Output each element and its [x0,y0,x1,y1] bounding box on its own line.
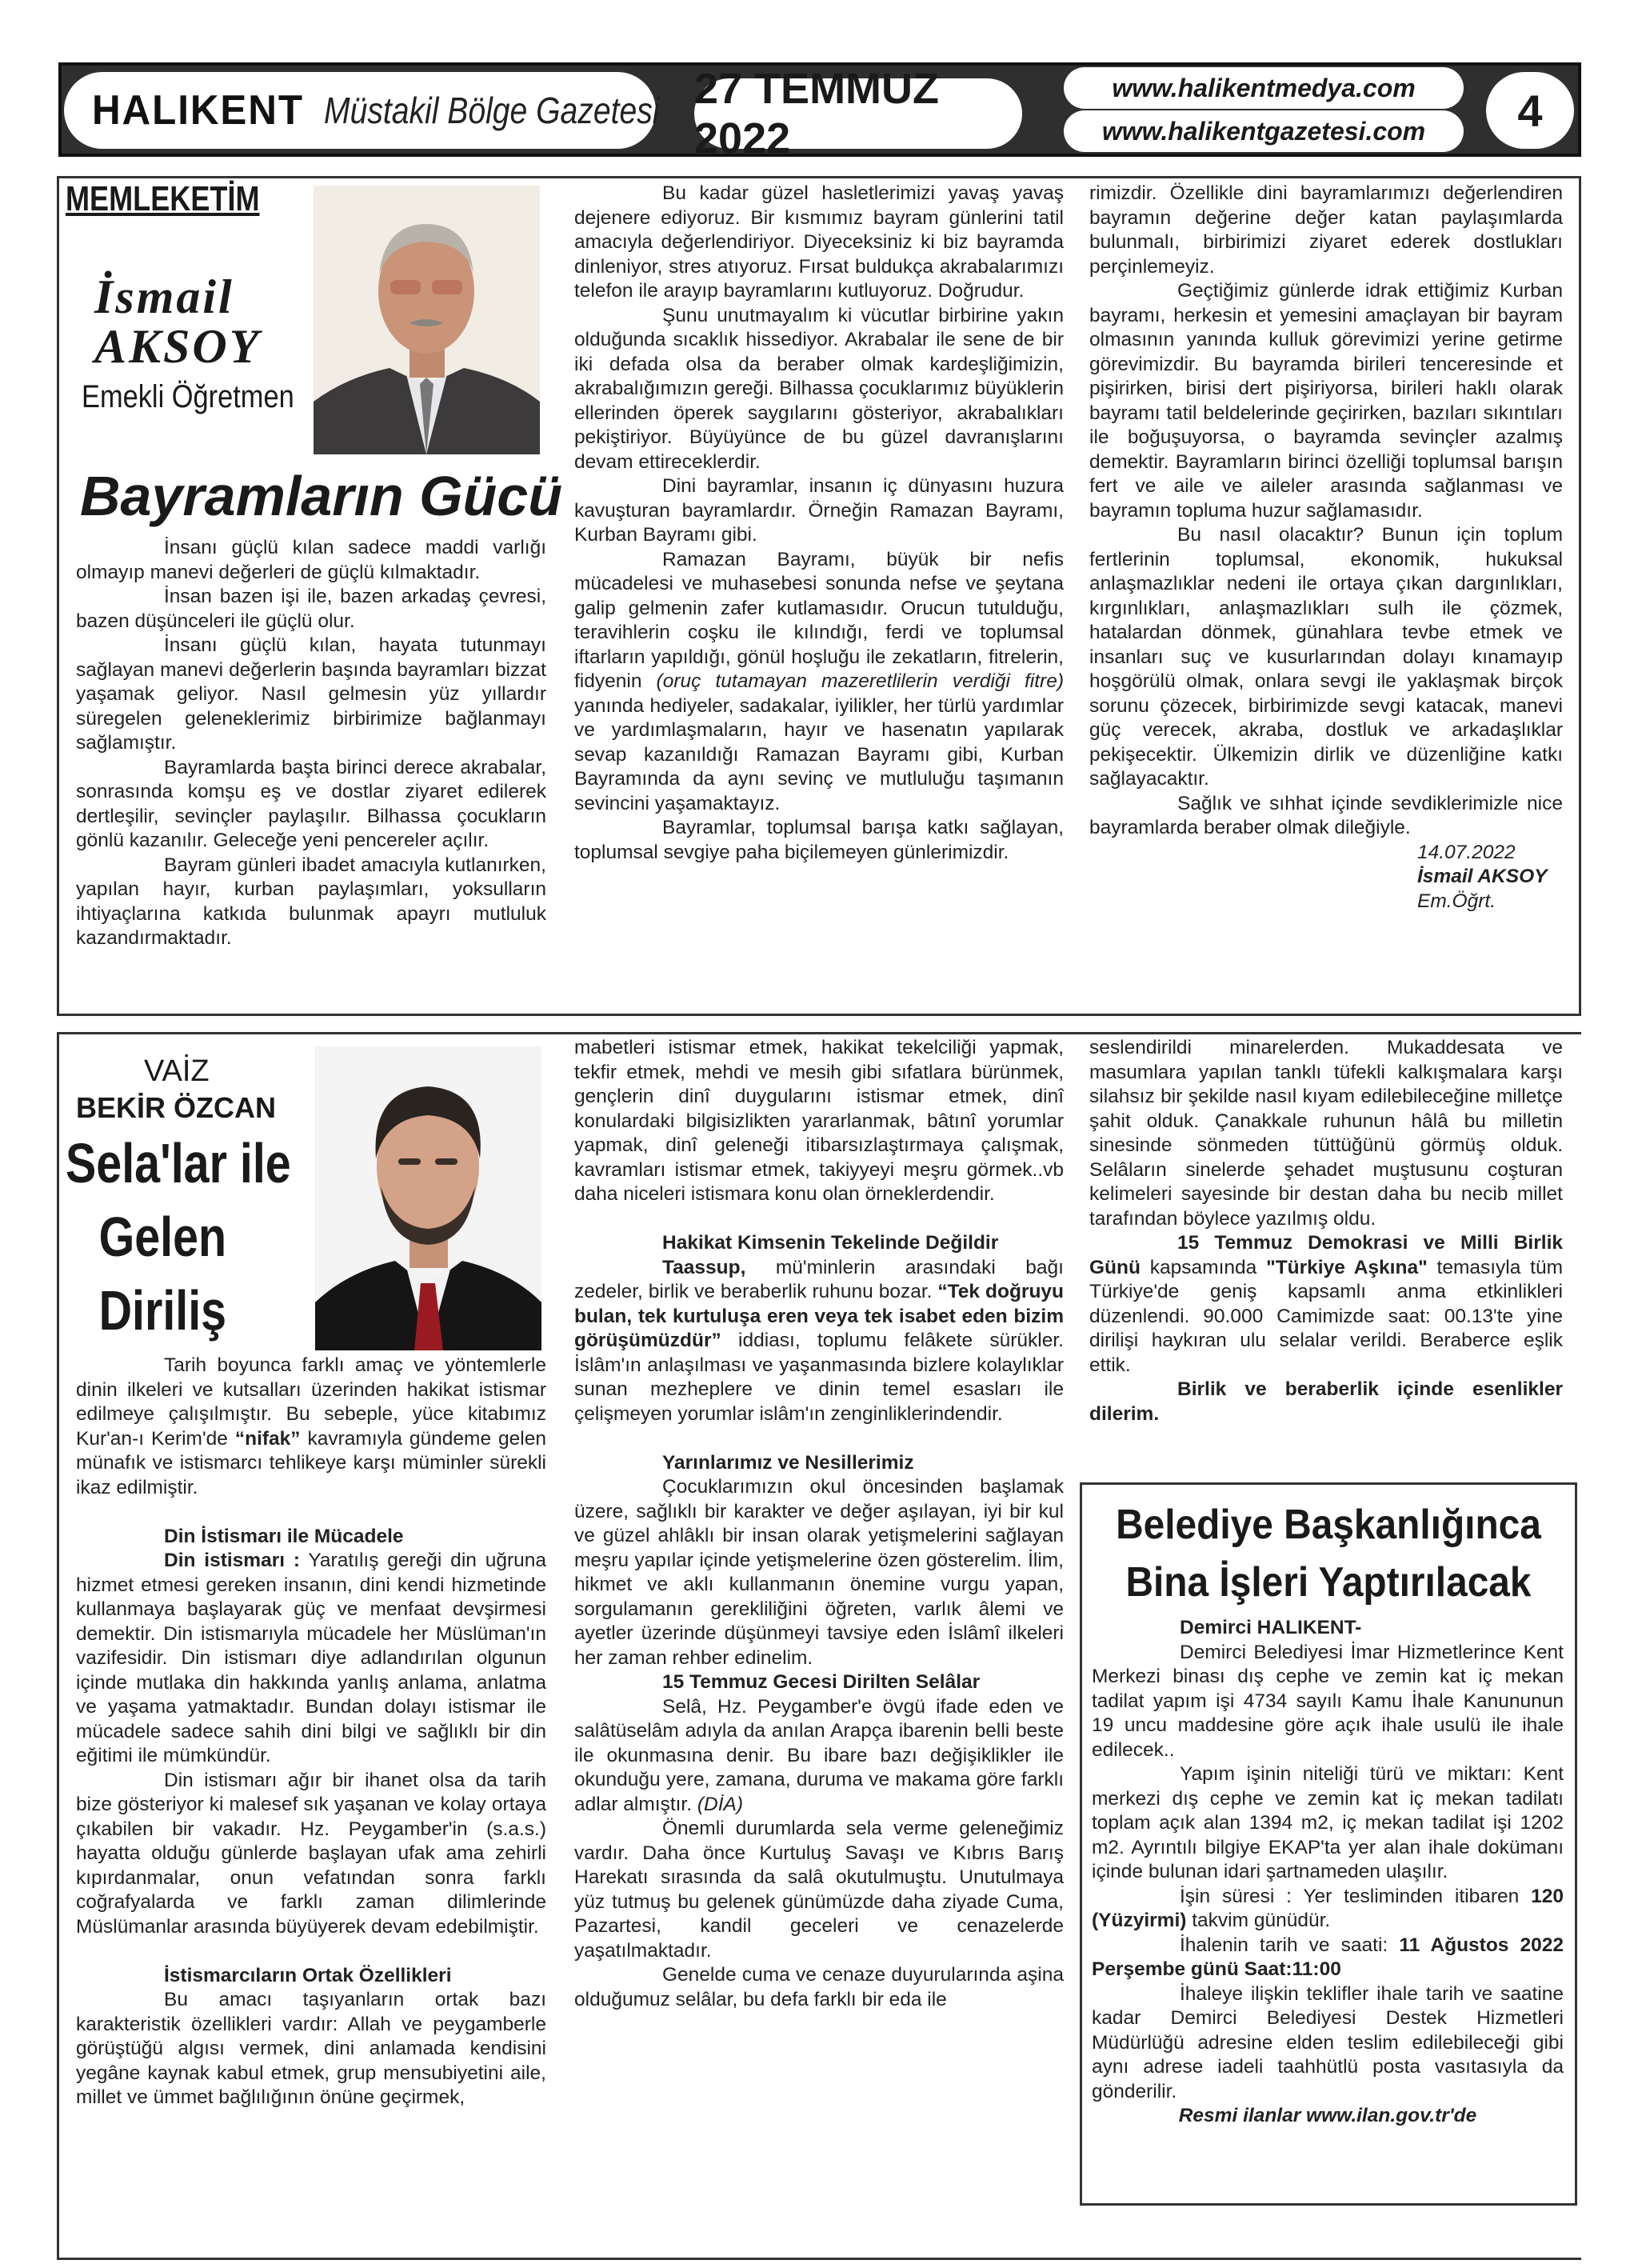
bold-text: “Tek doğruyu bulan, tek kurtuluşa eren veya tek isabet eden bizim görüşümüzdür” [574,1281,1064,1351]
text: Ramazan Bayramı, büyük bir nefis mücadelesi ve muhasebesi sonunda nefse ve şeytana galip gelmenin zafer kutlamasıdır. Orucun tutulduğu, teravihlerin coşku ile kılındığı, ferdi ve toplumsal iftarların yapıldığı, gönül hoşluğu ile zekatların, fitrelerin, fidyenin [574,548,1064,692]
author-role: VAİZ [144,1054,210,1088]
italic-text: (DİA) [697,1793,744,1815]
text: yanında hediyeler, sadakalar, iyilikler, her türlü yardımlar ve yardımlaşmaların, hayır ve hasenatın yapılarak sevap kazanıldığı Ramazan Bayramı gibi, Kurban Bayramında da aynı sevinç ve mutluluğu taşımanın sevincini yaşamaktayız. [574,694,1064,814]
text: İşin süresi : Yer tesliminden itibaren [1180,1885,1520,1907]
signature-role: Em.Öğrt. [1417,890,1496,912]
text: kapsamında [1149,1256,1257,1278]
brand-subtitle: Müstakil Bölge Gazetesi [323,90,660,131]
paragraph: Çocuklarımızın okul öncesinden başlamak üzere, sağlıklı bir karakter ve değer aşılayan, iyi bir kul ve güzel ahlâklı bir insan olarak yetişmelerini sağlayan meşru yapılar içinde yetişmelerine özen gösterelim. İlim, hikmet ve aklı kullanmanın önemine vurgu yapan, sorgulamanın gerekliliğini öğreten, varlık âlemi ve ayetler üzerinde düşünmeyi tavsiye eden İslâmî ilkeleri her zaman rehber edinelim. [574,1476,1064,1669]
paragraph [574,1256,1064,1427]
author-last-name: AKSOY [94,320,262,373]
paragraph: Şunu unutmayalım ki vücutlar birbirine yakın olduğunda sıcaklık hissediyor. Akrabalar ile sene de bir iki defada olsa da beraber olmak kardeşliğimizin, akrabalığımızın gereği. Bilhassa çocuklarımız büyüklerin ellerinden öperek saygılarını gösteriyor, akrabalıkları pekiştiriyor. Büyüyünce de bu güzel davranışlarını devam ettireceklerdir. [574,304,1064,473]
author-photo [314,186,540,454]
notice-body [1092,1616,1564,2129]
paragraph: İhaleye ilişkin teklifler ihale tarih ve saatine kadar Demirci Belediyesi Destek Hizmetleri Müdürlüğü adresine elden teslim edilebileceği gibi aynı adrese iadeli taahhütlü posta vasıtasıyla da gönderilir. [1092,1982,1564,2102]
signature-name: İsmail AKSOY [1417,866,1548,887]
paragraph: İnsanı güçlü kılan, hayata tutunmayı sağlayan manevi değerlerin başında bayramları bizzat yaşamak geliyor. Nasıl gelmesin yüz yıllardır süregelen geleneklerimiz birbirimize bağlanmayı sağlamıştır. [76,634,546,754]
paragraph: Geçtiğimiz günlerde idrak ettiğimiz Kurban bayramı, herkesin et yemesini amaçlayan bir bayram olmasının yanında kulluk görevimizi yerine getirme görevimizdir. Bu bayramda birileri tenceresinde et pişirirken, birisi dert pişiriyorsa, birileri haklı olarak bayramı tatil beldelerinde geçirirken, bazıları sıkıntıları ile boğuşuyorsa, o bayramda sevinçler azalmış demektir. Bayramların birinci özelliği toplumsal barışın fert ve aile ve aileler arasında sağlanması ve bayramın topluma huzur sağlamasıdır. [1089,280,1563,522]
section-title: MEMLEKETİM [66,179,260,218]
author-name [94,272,261,371]
paragraph: Bayramlar, toplumsal barışa katkı sağlayan, toplumsal sevgiye paha biçilemeyen günlerimizdir. [574,817,1064,863]
paragraph: rimizdir. Özellikle dini bayramlarımızı değerlendiren bayramın değerine değer katan paylaşımlarda bulunmalı, birbirimizi ziyaret ederek dostlukları perçinlemeyiz. [1089,182,1563,278]
spacer [574,1426,1064,1451]
notice-title [1105,1496,1552,1611]
website-link-2[interactable]: www.halikentgazetesi.com [1064,110,1464,152]
paragraph [1089,1231,1563,1378]
subheading: Yarınlarımız ve Nesillerimiz [662,1451,914,1474]
article-title: Bayramların Gücü [80,465,562,527]
paragraph: Bayramlarda başta birinci derece akrabalar, sonrasında komşu eş ve dostlar ziyaret edilerek dertleşilir, sevinçler paylaşılır. Bilhassa çocukların gönlü kazanılır. Geleceğe yeni pencereler açılır. [76,756,546,851]
article2-column-2 [574,1036,1064,2012]
subheading: Din İstismarı ile Mücadele [164,1525,404,1547]
notice-footer[interactable]: Resmi ilanlar www.ilan.gov.tr'de [1178,2105,1477,2126]
subheading: 15 Temmuz Gecesi Dirilten Selâlar [662,1671,981,1693]
paragraph [1092,1934,1564,1982]
bold-text: Taassup, [662,1256,746,1278]
paragraph: Bu nasıl olacaktır? Bunun için toplum fertlerinin toplumsal, ekonomik, hukuksal anlaşmazlıklar nedeni ile ortaya çıkan dargınlıkları, kırgınlıkları, anlaşmazlıkları sulh ile çözmek, hatalardan dönmek, günahlara tevbe etmek ve insanları suç ve kusurlarından dolayı kınamayıp hoşgörülü olmak, onlara sevgi ile yaklaşmak birçok sorunu çözecek, birbirimizde sevgi katacak, manevi güç verecek, akraba, dostluk ve arkadaşlıklar pekişecektir. Ülkemizin dirlik ve düzenliğine katkı sağlayacaktır. [1089,524,1563,790]
article1-column-1 [76,536,546,951]
article1-column-2 [574,182,1064,865]
italic-text: (oruç tutamayan mazeretlilerin verdiği fitre) [656,670,1064,692]
text: Yaratılış gereği din uğruna hizmet etmesi gereken insanın, dini kendi hizmetinde kullanmaya başlayarak güç ve menfaat devşirmesi demektir. Din istismarıyla mücadele her Müslüman'ın vazifesidir. Din istismarı diye adlandırılan olgunun içinde mutlaka din hakkında yanlış anlama, anlatma ve yaşama yatmaktadır. Bundan dolayı istismar ile mücadele sadece sahih dini bilgi ve sağlıklı bir din eğitimi ile mümkündür. [76,1550,546,1766]
paragraph: Din istismarı ağır bir ihanet olsa da tarih bize gösteriyor ki malesef sık yaşanan ve kolay ortaya çıkabilen bir vakadır. Hz. Peygamber'in (s.a.s.) hayatta olduğu günlerde başlayan ufak ama zehirli kıpırdanmalar, onun vefatından sonra farklı coğrafyalarda ve farklı zaman dilimlerinde Müslümanlar arasında büyüyerek devam edebilmiştir. [76,1769,546,1938]
text: takvim günüdür. [1192,1910,1331,1931]
website-link-1[interactable]: www.halikentmedya.com [1064,67,1464,109]
text: kavramıyla gündeme gelen münafık ve istismarcı tehlikeye karşı müminler sürekli ikaz edilmiştir. [76,1427,546,1498]
bold-text: “nifak” [234,1427,301,1450]
paragraph: Dini bayramlar, insanın iç dünyasını huzura kavuşturan bayramlardır. Örneğin Ramazan Bayramı, Kurban Bayramı gibi. [574,475,1064,546]
paragraph: Bu amacı taşıyanların ortak bazı karakteristik özellikleri vardır: Allah ve peygamberle görüştüğü algısı vermek, dini anlamada kendisini yegâne kaynak kabul etmek, grup mensubiyetini aile, millet ve ümmet bağlılığının önüne geçirmek, [76,1989,546,2108]
title-line: Bina İşleri Yaptırılacak [1125,1559,1532,1606]
article2-column-3 [1089,1036,1563,1426]
spacer [76,1939,546,1964]
paragraph: Bayram günleri ibadet amacıyla kutlanırken, yapılan hayır, kurban paylaşımları, yoksulların ihtiyaçlarına katkıda bulunmak apayrı mutluluk kazandırmaktadır. [76,854,546,949]
article1-column-3 [1089,182,1563,914]
author-photo [315,1046,541,1350]
bold-text: "Türkiye Aşkına" [1266,1256,1428,1278]
spacer [574,1207,1064,1232]
masthead-brand [64,72,660,149]
paragraph [574,548,1064,817]
text: mü'minlerin arasındaki bağı zedeler, birlik ve beraberlik ruhunu bozar. [574,1256,1064,1302]
text: temasıyla tüm Türkiye'de geniş kapsamlı anma etkinlikleri düzenlendi. 90.000 Camimizde saat: 00.13'te yine dirilişi haykıran ulu selalar verildi. Beraberce eşlik ettik. [1089,1256,1564,1376]
bold-text: 15 Temmuz Demokrasi ve Milli Birlik Günü [1089,1232,1563,1278]
paragraph: Bu kadar güzel hasletlerimizi yavaş yavaş dejenere ediyoruz. Bir kısmımız bayram günlerini tatil amacıyla değerlendiriyor. Diyeceksiniz ki biz bayramda dinleniyor, stres atıyoruz. Fırsat buldukça akrabalarımızı telefon ile arayıp bayramlarını kutluyoruz. Doğrudur. [574,182,1064,302]
subheading: Hakikat Kimsenin Tekelinde Değildir [662,1232,999,1254]
paragraph: Sağlık ve sıhhat içinde sevdiklerimizle nice bayramlarda beraber olmak dileğiyle. [1089,792,1563,838]
paragraph: Demirci Belediyesi İmar Hizmetlerince Kent Merkezi binası dış cephe ve zemin kat iç mekan tadilat yapım işi 4734 sayılı Kamu İhale Kanununun 19 uncu maddesine göre açık ihale usulü ile ihale edilecek.. [1092,1641,1564,1761]
brand-name: HALIKENT [91,87,304,134]
author-first-name: İsmail [94,270,234,323]
title-line: Belediye Başkanlığınca [1116,1502,1541,1548]
article-title [66,1126,291,1347]
spacer [76,1500,546,1525]
bold-text: 11 Ağustos 2022 Perşembe günü Saat:11:00 [1092,1934,1564,1980]
title-line: Diriliş [98,1279,227,1342]
issue-date: 27 TEMMUZ 2022 [694,78,1022,149]
dateline: Demirci HALIKENT- [1180,1617,1362,1638]
paragraph: Yapım işinin niteliği türü ve miktarı: Kent merkezi dış cephe ve zemin kat iç mekan tadilatı toplam açık alan 1394 m2, iç mekan tadilat işi 1202 m2. Ayrıntılı bilgiye EKAP'ta yer alan ihale dokümanı içinde bulunan idari şartnameden ulaşılır. [1092,1763,1564,1882]
paragraph: seslendirildi minarelerden. Mukaddesata ve masumlara yapılan tanklı tüfekli kalkışmalara karşı silahsız bir şekilde nasıl kıyam edilebileceğine milletçe şahit olduk. Çanakkale ruhunun hâlâ bu milletin sinesinde sönmeden tüttüğünü görmüş olduk. Selâların sinelerde şehadet muştusunu coşturan kelimeleri sayesinde bir destan daha bu necib millet tarafından böylece yazılmış oldu. [1089,1037,1563,1230]
paragraph [1092,1885,1564,1934]
paragraph [76,1354,546,1500]
paragraph: Genelde cuma ve cenaze duyurularında aşina olduğumuz selâlar, bu defa farklı bir eda ile [574,1964,1064,2010]
author-role: Emekli Öğretmen [82,379,294,414]
paragraph: mabetleri istismar etmek, hakikat tekelciliği yapmak, tekfir etmek, mehdi ve mesih gibi sıfatlara bürünmek, gençlerin dinî duygularını istismar etmek, dinî konulardaki bilgisizlikten yararlanmak, bâtınî yorumlar yapmak, dinî geleneği itibarsızlaştırmaya çalışmak, kavramları istismar etmek, takiyyeyi meşru görmek..vb daha niceleri istismara konu olan örneklerdendir. [574,1037,1064,1205]
title-line: Sela'lar ile [66,1132,291,1194]
article2-column-1 [76,1354,546,2110]
text: İhalenin tarih ve saati: [1180,1934,1388,1956]
paragraph [574,1695,1064,1818]
title-line: Gelen [98,1206,227,1268]
author-name: BEKİR ÖZCAN [76,1091,276,1124]
bold-text: 120 (Yüzyirmi) [1092,1885,1564,1931]
text: Selâ, Hz. Peygamber'e övgü ifade eden ve salâtüselâm adıyla da anılan Arapça ibarenin belli beste ile okunmasına denir. Bu ibare bazı değişiklikler ile okunduğu yere, zamana, duruma ve makama göre farklı adlar almıştır. [574,1695,1064,1815]
bold-text: Din istismarı : [164,1550,301,1571]
paragraph [76,1549,546,1769]
paragraph: İnsan bazen işi ile, bazen arkadaş çevresi, bazen düşünceleri ile güçlü olur. [76,586,546,632]
paragraph: İnsanı güçlü kılan sadece maddi varlığı olmayıp manevi değerleri de güçlü kılmaktadır. [76,537,546,583]
subheading: İstismarcıların Ortak Özellikleri [164,1964,452,1986]
text: Tarih boyunca farklı amaç ve yöntemlerle dinin ilkeleri ve kutsalları üzerinden hakikat istismar edilmeye çalışılmıştır. Bu sebeple, yüce kitabımız Kur'an-ı Kerim'de [76,1354,546,1450]
page-number: 4 [1486,72,1574,149]
text: iddiası, toplumu felâkete sürükler. İslâm'ın anlaşılması ve yaşanmasında bizlere kolaylıklar sunan mezheplere ve dinin temel esasları ile çelişmeyen yorumlar islâm'ın zenginliklerindendir. [574,1330,1064,1425]
paragraph: Önemli durumlarda sela verme geleneğimiz vardır. Daha önce Kurtuluş Savaşı ve Kıbrıs Barış Harekatı sırasında da salâ okutulmuştu. Unutulmaya yüz tutmuş bu gelenek günümüzde daha ziyade Cuma, Pazartesi, kandil geceleri ve cenazelerde yaşatılmaktadır. [574,1818,1064,1962]
signature-date: 14.07.2022 [1417,841,1516,863]
closing-line: Birlik ve beraberlik içinde esenlikler dilerim. [1089,1378,1563,1425]
